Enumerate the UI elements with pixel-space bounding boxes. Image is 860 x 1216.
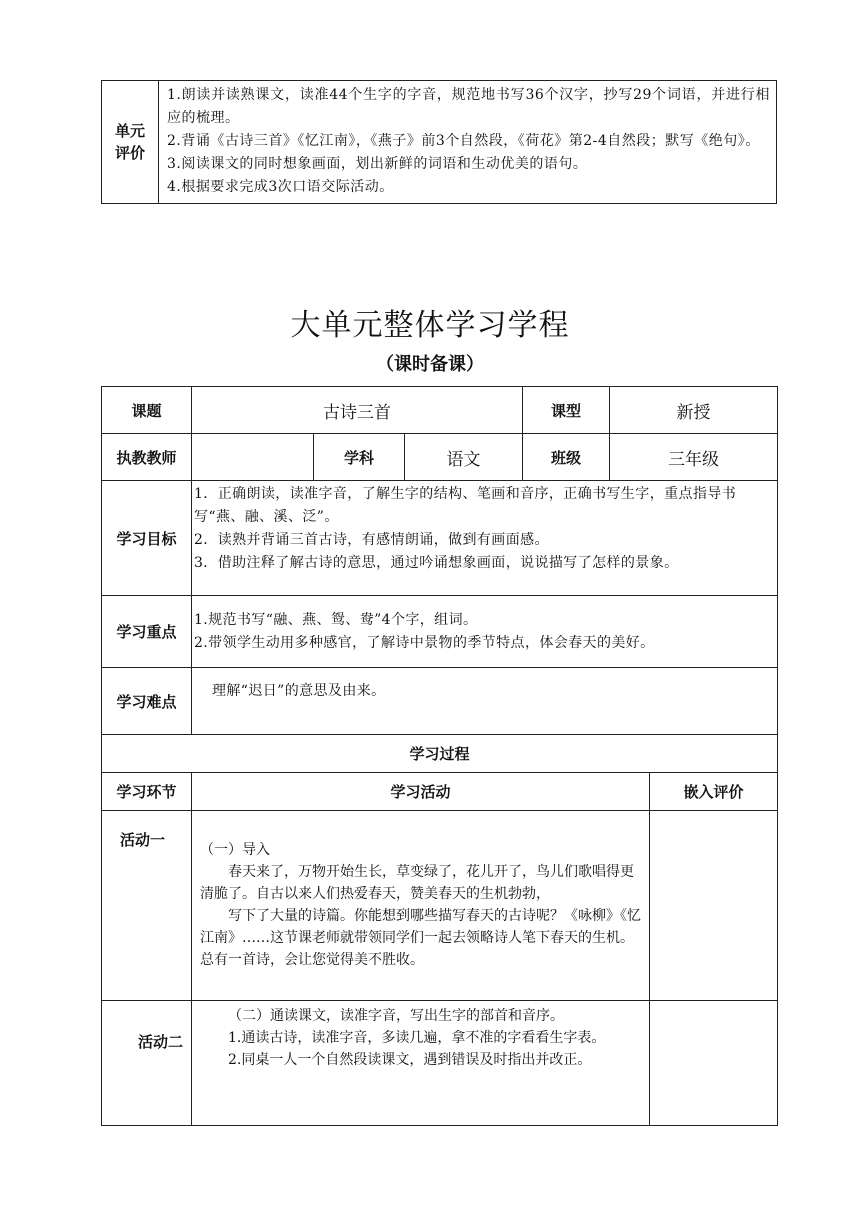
learning-goals-content — [192, 481, 778, 596]
learning-process-header: 学习过程 — [102, 735, 778, 773]
teacher-value — [192, 434, 314, 481]
unit-evaluation-item: 3.阅读课文的同时想象画面，划出新鲜的词语和生动优美的语句。 — [167, 156, 588, 172]
learning-goal-item: 3．借助注释了解古诗的意思，通过吟诵想象画面，说说描写了怎样的景象。 — [194, 555, 679, 571]
activity-two-evaluation — [650, 1001, 778, 1126]
unit-evaluation-table — [101, 80, 777, 204]
topic-value: 古诗三首 — [192, 387, 523, 434]
unit-evaluation-item: 2.背诵《古诗三首》《忆江南》，《燕子》前3个自然段，《荷花》第2-4自然段；默写《绝句》。 — [167, 133, 760, 149]
activity-one-content — [192, 811, 650, 1001]
learning-focus-item: 2.带领学生动用多种感官，了解诗中景物的季节特点，体会春天的美好。 — [194, 634, 655, 651]
class-label: 班级 — [523, 434, 610, 481]
lesson-plan-table — [101, 386, 778, 1126]
column-header-stage: 学习环节 — [102, 773, 192, 811]
topic-label: 课题 — [102, 387, 192, 434]
activity-one-evaluation — [650, 811, 778, 1001]
unit-evaluation-label — [102, 81, 159, 204]
learning-difficulty-label: 学习难点 — [102, 668, 192, 735]
unit-evaluation-item: 4.根据要求完成3次口语交际活动。 — [167, 179, 394, 195]
page-subtitle: （课时备课） — [376, 354, 484, 375]
learning-focus-label: 学习重点 — [102, 596, 192, 668]
activity-one-heading: （一）导入 — [200, 842, 270, 858]
teacher-label: 执教教师 — [102, 434, 192, 481]
unit-evaluation-content — [159, 81, 777, 204]
lesson-type-value: 新授 — [610, 387, 778, 434]
learning-focus-content — [192, 596, 778, 668]
activity-two-label: 活动二 — [102, 1001, 192, 1126]
subject-label: 学科 — [314, 434, 405, 481]
learning-goal-item: 2．读熟并背诵三首古诗，有感情朗诵，做到有画面感。 — [194, 532, 549, 548]
column-header-evaluation: 嵌入评价 — [650, 773, 778, 811]
activity-two-heading: （二）通读课文，读准字音，写出生字的部首和音序。 — [228, 1008, 564, 1024]
column-header-activity: 学习活动 — [192, 773, 650, 811]
unit-evaluation-label-line1: 单元 — [114, 122, 145, 140]
learning-goal-item: 1．正确朗读，读准字音，了解生字的结构、笔画和音序，正确书写生字，重点指导书写“燕、融、溪、泛”。 — [194, 486, 737, 525]
lesson-type-label: 课型 — [523, 387, 610, 434]
activity-one-paragraph: 写下了大量的诗篇。你能想到哪些描写春天的古诗呢？《咏柳》《忆江南》……这节课老师就带领同学们一起去领略诗人笔下春天的生机。总有一首诗，会让您觉得美不胜收。 — [200, 908, 641, 968]
activity-one-paragraph: 春天来了，万物开始生长，草变绿了，花儿开了，鸟儿们歌唱得更清脆了。自古以来人们热爱春天，赞美春天的生机勃勃， — [200, 864, 634, 902]
page-title: 大单元整体学习学程 — [290, 308, 570, 343]
subject-value: 语文 — [405, 434, 523, 481]
activity-two-paragraph: 1.通读古诗，读准字音，多读几遍，拿不准的字看看生字表。 — [228, 1030, 606, 1046]
learning-focus-item: 1.规范书写“融、燕、鸳、鸯”4个字，组词。 — [194, 611, 478, 628]
learning-goals-label: 学习目标 — [102, 481, 192, 596]
unit-evaluation-item: 1.朗读并读熟课文，读准44个生字的字音，规范地书写36个汉字，抄写29个词语，并进行相应的梳理。 — [167, 87, 770, 126]
activity-two-paragraph: 2.同桌一人一个自然段读课文，遇到错误及时指出并改正。 — [228, 1052, 592, 1068]
activity-one-label: 活动一 — [102, 811, 192, 1001]
activity-two-content — [192, 1001, 650, 1126]
unit-evaluation-label-line2: 评价 — [114, 144, 145, 162]
learning-difficulty-content: 理解“迟日”的意思及由来。 — [192, 668, 778, 735]
class-value: 三年级 — [610, 434, 778, 481]
